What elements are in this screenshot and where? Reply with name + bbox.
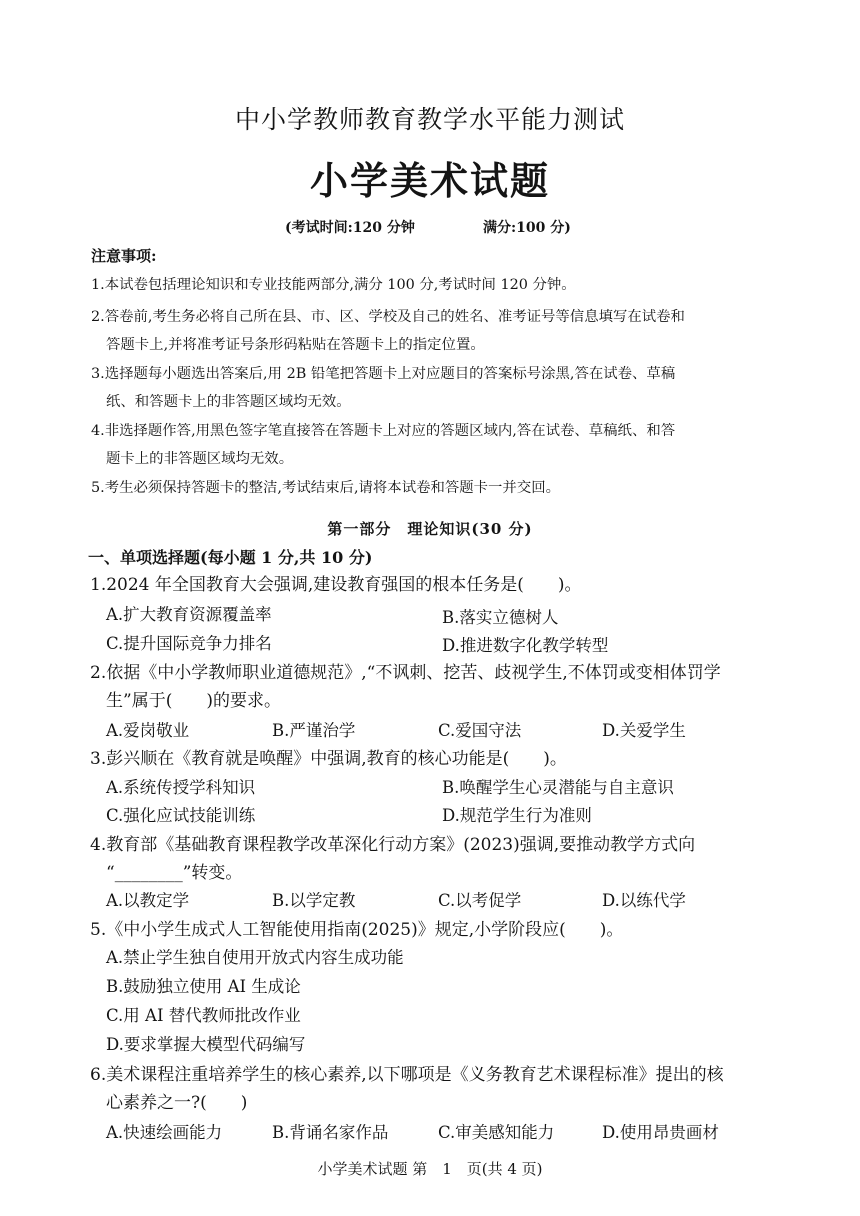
question-5-stem: 5.《中小学生成式人工智能使用指南(2025)》规定,小学阶段应( )。 — [90, 920, 624, 940]
question-3-option-b: B.唤醒学生心灵潜能与自主意识 — [442, 778, 674, 797]
question-2-option-d: D.关爱学生 — [602, 721, 686, 740]
notes-heading: 注意事项: — [91, 247, 157, 265]
question-1-stem: 1.2024 年全国教育大会强调,建设教育强国的根本任务是( )。 — [90, 575, 582, 595]
question-2-option-c: C.爱国守法 — [438, 721, 522, 740]
question-2-option-b: B.严谨治学 — [272, 721, 356, 740]
question-6-option-c: C.审美感知能力 — [438, 1123, 555, 1142]
question-5-option-b: B.鼓励独立使用 AI 生成论 — [106, 977, 301, 996]
question-4-option-b: B.以学定教 — [272, 891, 356, 910]
question-5-option-c: C.用 AI 替代教师批改作业 — [106, 1006, 301, 1025]
question-4-option-a: A.以教定学 — [106, 891, 190, 910]
full-score: 满分:100 分) — [483, 220, 571, 236]
note-item: 2.答卷前,考生务必将自己所在县、市、区、学校及自己的姓名、准考证号等信息填写在试卷和 — [91, 309, 685, 325]
question-1-option-d: D.推进数字化教学转型 — [442, 636, 609, 655]
question-6-option-b: B.背诵名家作品 — [272, 1123, 389, 1142]
exam-subtitle: 中小学教师教育教学水平能力测试 — [234, 105, 625, 134]
question-5-option-a: A.禁止学生独自使用开放式内容生成功能 — [106, 948, 404, 967]
question-3-option-a: A.系统传授学科知识 — [106, 778, 256, 797]
part-title: 第一部分 理论知识(30 分) — [327, 520, 533, 538]
question-4-stem-cont: “________”转变。 — [106, 863, 243, 883]
question-2-stem-cont: 生”属于( )的要求。 — [106, 691, 281, 711]
note-item: 1.本试卷包括理论知识和专业技能两部分,满分 100 分,考试时间 120 分钟。 — [91, 277, 576, 293]
note-item: 纸、和答题卡上的非答题区域均无效。 — [106, 394, 351, 410]
question-6-option-d: D.使用昂贵画材 — [602, 1123, 719, 1142]
question-6-stem: 6.美术课程注重培养学生的核心素养,以下哪项是《义务教育艺术课程标准》提出的核 — [90, 1065, 724, 1085]
note-item: 5.考生必须保持答题卡的整洁,考试结束后,请将本试卷和答题卡一并交回。 — [91, 480, 560, 496]
page-footer: 小学美术试题 第 1 页(共 4 页) — [317, 1160, 543, 1178]
note-item: 3.选择题每小题选出答案后,用 2B 铅笔把答题卡上对应题目的答案标号涂黑,答在试卷、草稿 — [91, 366, 676, 382]
note-item: 题卡上的非答题区域均无效。 — [106, 451, 294, 467]
question-4-option-c: C.以考促学 — [438, 891, 522, 910]
question-1-option-c: C.提升国际竞争力排名 — [106, 634, 272, 653]
exam-time: (考试时间:120 分钟 — [285, 220, 415, 236]
section-title: 一、单项选择题(每小题 1 分,共 10 分) — [88, 548, 373, 567]
exam-title: 小学美术试题 — [309, 158, 550, 203]
question-4-option-d: D.以练代学 — [602, 891, 686, 910]
question-1-option-a: A.扩大教育资源覆盖率 — [106, 605, 272, 624]
question-3-option-d: D.规范学生行为准则 — [442, 806, 592, 825]
question-2-stem: 2.依据《中小学教师职业道德规范》,“不讽刺、挖苦、歧视学生,不体罚或变相体罚学 — [90, 663, 721, 683]
question-6-option-a: A.快速绘画能力 — [106, 1123, 223, 1142]
note-item: 答题卡上,并将准考证号条形码粘贴在答题卡上的指定位置。 — [106, 337, 485, 353]
question-5-option-d: D.要求掌握大模型代码编写 — [106, 1035, 306, 1054]
question-2-option-a: A.爱岗敬业 — [106, 721, 190, 740]
question-3-option-c: C.强化应试技能训练 — [106, 806, 256, 825]
question-6-stem-cont: 心素养之一?( ) — [106, 1093, 248, 1113]
question-3-stem: 3.彭兴顺在《教育就是唤醒》中强调,教育的核心功能是( )。 — [90, 749, 567, 769]
note-item: 4.非选择题作答,用黑色签字笔直接答在答题卡上对应的答题区域内,答在试卷、草稿纸、和答 — [91, 423, 676, 439]
question-4-stem: 4.教育部《基础教育课程教学改革深化行动方案》(2023)强调,要推动教学方式向 — [90, 835, 696, 855]
question-1-option-b: B.落实立德树人 — [442, 608, 559, 627]
